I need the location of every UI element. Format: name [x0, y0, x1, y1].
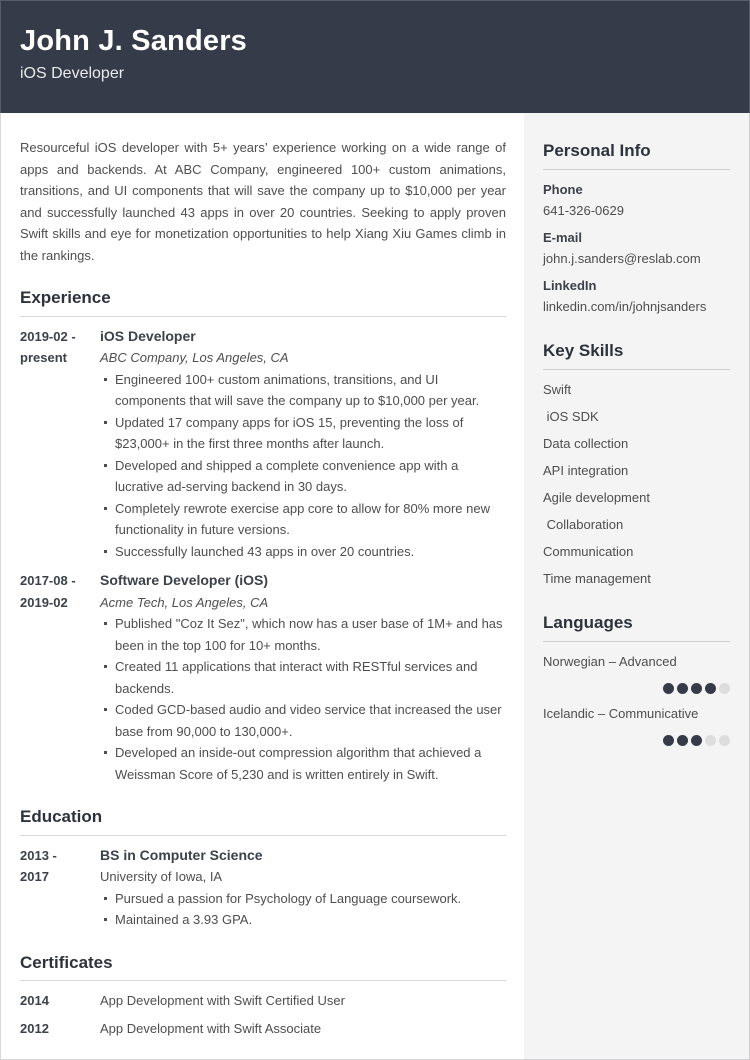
level-dot-filled — [663, 735, 674, 746]
personal-info-value: linkedin.com/in/johnjsanders — [543, 299, 707, 314]
entry-body — [100, 326, 506, 563]
experience-entry — [20, 570, 506, 785]
entry-dates — [20, 845, 100, 931]
entry-bullet: Developed an inside-out compression algorithm that achieved a Weissman Score of 5,230 and is written entirely in Swift. — [115, 742, 506, 785]
main-column — [0, 113, 524, 1060]
entry-bullet: Pursued a passion for Psychology of Language coursework. — [115, 888, 506, 910]
skill-item: API integration — [543, 463, 629, 478]
entry-bullet: Completely rewrote exercise app core to allow for 80% more new functionality in future versions. — [115, 498, 506, 541]
education-entries — [20, 845, 506, 931]
certificate-label: App Development with Swift Associate — [100, 1020, 322, 1036]
entry-dates — [20, 326, 100, 563]
personal-info-items — [543, 179, 730, 317]
summary-paragraph: Resourceful iOS developer with 5+ years’ experience working on a wide range of apps and backends. At ABC Company, engineered 100+ custom animations, transitions, and UI components that will save the company up to $10,000 per year and successfully launched 43 apps in over 20 countries. Seeking to apply proven Swift skills and eye for monetization opportunities to help Xiang Xiu Games climb in the rankings. — [20, 140, 506, 263]
entry-date-end: 2017 — [20, 869, 49, 884]
education-section — [20, 806, 506, 931]
sidebar-column — [524, 113, 750, 1060]
skill-item: iOS SDK — [543, 409, 599, 424]
skill-list — [543, 379, 730, 589]
level-dot-empty — [705, 735, 716, 746]
entry-school: University of Iowa, IA — [100, 869, 223, 884]
personal-info-label: LinkedIn — [543, 278, 597, 293]
entry-bullet-list — [100, 888, 506, 931]
skill-item: Agile development — [543, 490, 650, 505]
certificate-year: 2014 — [20, 993, 49, 1008]
entry-date-start: 2019-02 - — [20, 328, 76, 344]
candidate-name: John J. Sanders — [20, 25, 248, 57]
skill-item: Swift — [543, 382, 572, 397]
language-item — [543, 703, 730, 742]
entry-company: ABC Company, Los Angeles, CA — [100, 350, 289, 365]
personal-info-item — [543, 227, 730, 269]
skill-item: Data collection — [543, 436, 629, 451]
entry-bullet: Published "Coz It Sez", which now has a user base of 1M+ and has been in the top 100 for 10+ months. — [115, 613, 506, 656]
personal-info-value: 641-326-0629 — [543, 203, 624, 218]
key-skills-heading: Key Skills — [543, 340, 730, 370]
entry-job-title: iOS Developer — [100, 327, 196, 344]
entry-bullet: Engineered 100+ custom animations, transitions, and UI components that will save the company up to $10,000 per year. — [115, 369, 506, 412]
entry-bullet: Developed and shipped a complete convenience app with a lucrative ad-serving backend in 30 days. — [115, 455, 506, 498]
language-name: Icelandic – Communicative — [543, 706, 699, 721]
level-dot-filled — [691, 683, 702, 694]
personal-info-label: E-mail — [543, 230, 583, 245]
level-dot-filled — [691, 735, 702, 746]
skill-item: Communication — [543, 544, 634, 559]
candidate-job-title: iOS Developer — [20, 65, 125, 83]
level-dot-filled — [705, 683, 716, 694]
entry-body — [100, 570, 506, 785]
level-dot-filled — [663, 683, 674, 694]
entry-bullet-list — [100, 369, 506, 563]
level-dot-filled — [677, 735, 688, 746]
key-skills-section — [543, 340, 730, 589]
personal-info-value: john.j.sanders@reslab.com — [543, 251, 701, 266]
education-entry — [20, 845, 506, 931]
entry-bullet: Created 11 applications that interact with RESTful services and backends. — [115, 656, 506, 699]
entry-date-end: present — [20, 350, 67, 365]
level-dot-filled — [677, 683, 688, 694]
experience-heading: Experience — [20, 287, 506, 317]
language-name: Norwegian – Advanced — [543, 654, 677, 669]
level-dot-empty — [719, 683, 730, 694]
entry-bullet: Maintained a 3.93 GPA. — [115, 909, 506, 931]
personal-info-section — [543, 140, 730, 317]
entry-job-title: Software Developer (iOS) — [100, 572, 269, 588]
language-level-dots — [543, 677, 730, 690]
personal-info-item — [543, 179, 730, 221]
skill-item: Collaboration — [543, 517, 624, 532]
experience-section — [20, 287, 506, 785]
personal-info-item — [543, 275, 730, 317]
entry-date-start: 2013 - — [20, 847, 57, 863]
resume-header — [0, 0, 750, 113]
entry-date-end: 2019-02 — [20, 594, 68, 610]
certificate-label: App Development with Swift Certified User — [100, 993, 345, 1008]
certificate-row — [20, 990, 506, 1012]
experience-entries — [20, 326, 506, 786]
skill-item: Time management — [543, 571, 651, 586]
education-heading: Education — [20, 806, 506, 836]
entry-bullet: Updated 17 company apps for iOS 15, preventing the loss of $23,000+ in the first three months after launch. — [115, 412, 506, 455]
certificate-rows — [20, 990, 506, 1039]
entry-bullet: Successfully launched 43 apps in over 20 countries. — [115, 541, 506, 563]
entry-date-start: 2017-08 - — [20, 573, 76, 588]
language-item — [543, 651, 730, 690]
certificates-heading: Certificates — [20, 952, 506, 982]
certificate-row — [20, 1018, 506, 1040]
experience-entry — [20, 326, 506, 563]
certificates-section — [20, 952, 506, 1040]
level-dot-empty — [719, 735, 730, 746]
certificate-year: 2012 — [20, 1020, 49, 1036]
entry-body — [100, 845, 506, 931]
personal-info-heading: Personal Info — [543, 140, 730, 170]
languages-section — [543, 612, 730, 742]
entry-bullet-list — [100, 613, 506, 785]
languages-heading: Languages — [543, 612, 730, 642]
language-level-dots — [543, 729, 730, 742]
entry-degree-title: BS in Computer Science — [100, 846, 263, 863]
content-columns — [0, 113, 750, 1060]
personal-info-label: Phone — [543, 182, 583, 197]
entry-company: Acme Tech, Los Angeles, CA — [100, 594, 269, 610]
entry-bullet: Coded GCD-based audio and video service that increased the user base from 90,000 to 130,000+. — [115, 699, 506, 742]
entry-dates — [20, 570, 100, 785]
language-list — [543, 651, 730, 742]
